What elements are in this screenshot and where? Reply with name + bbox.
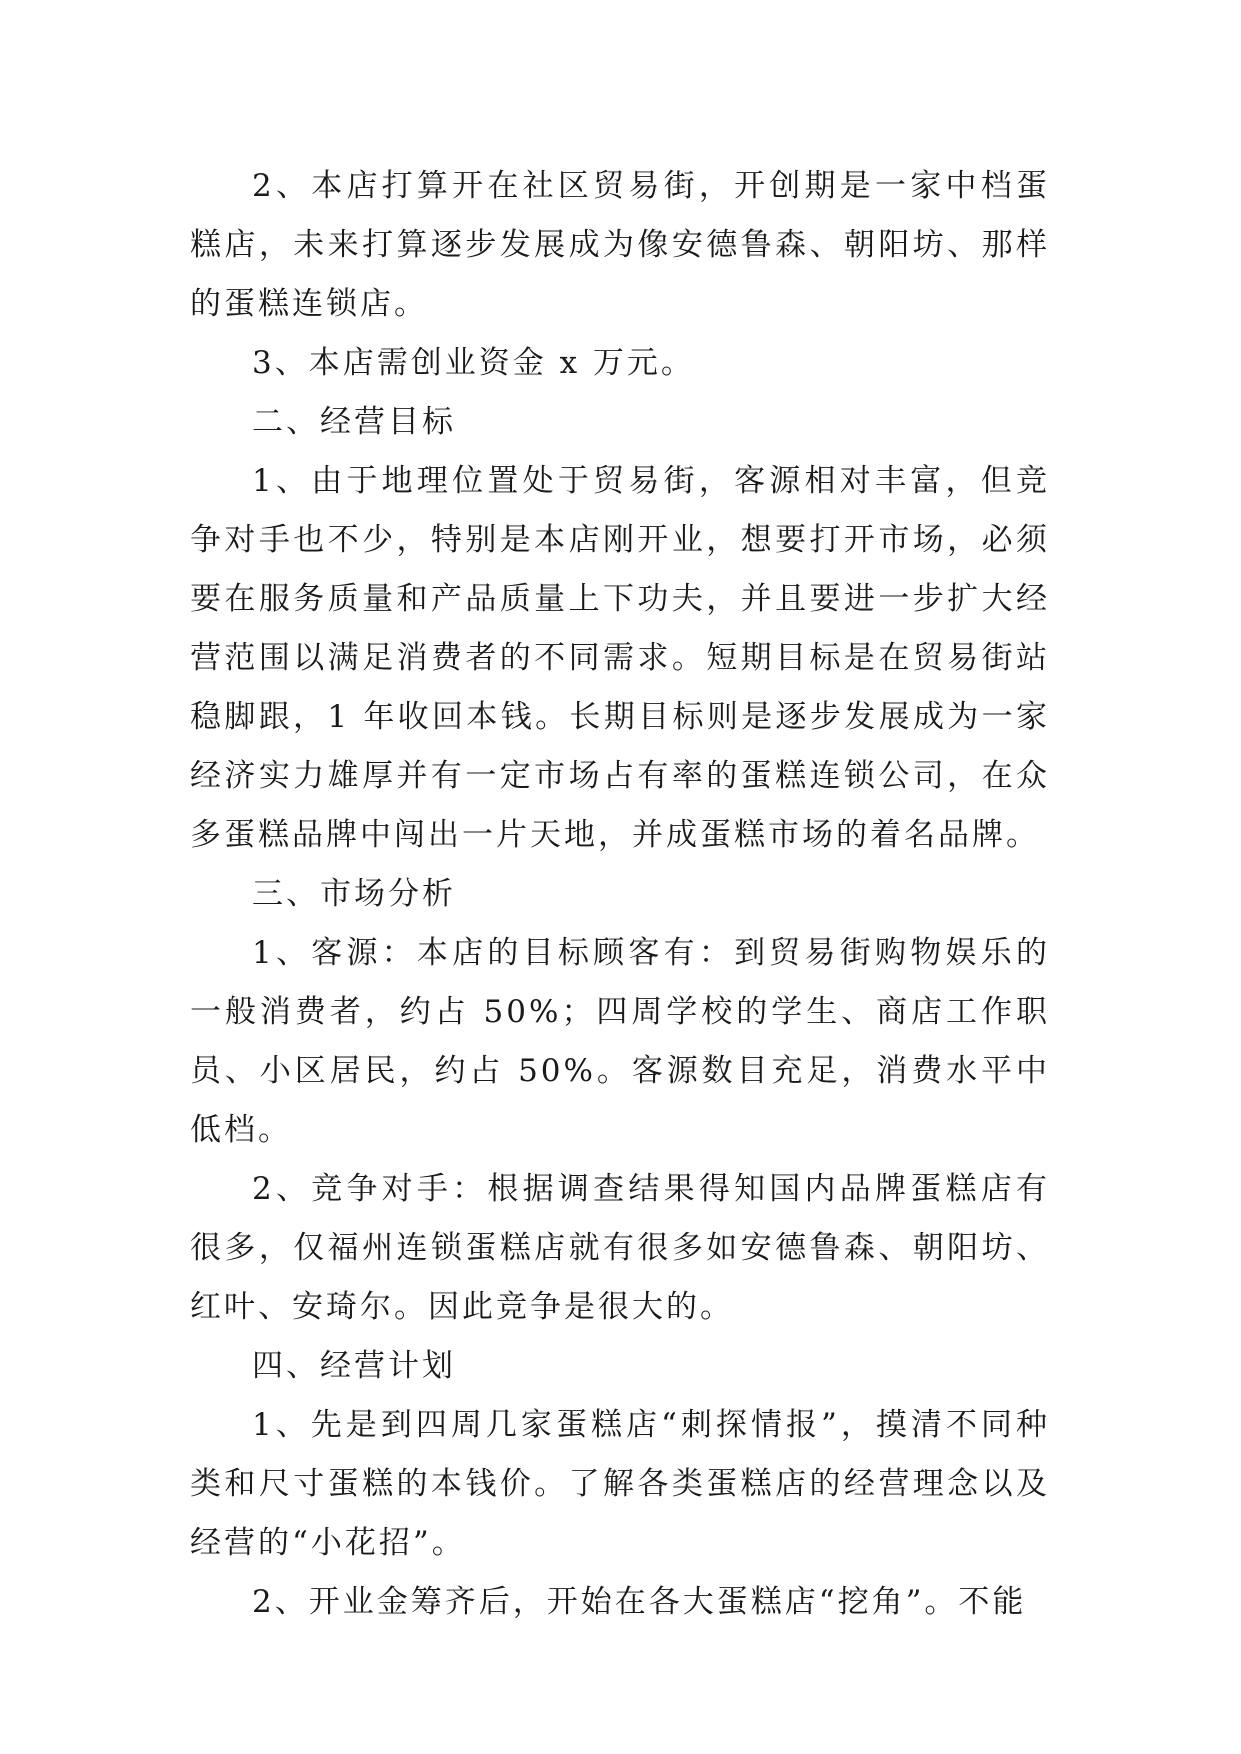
- section-heading-plan: 四、经营计划: [252, 1348, 456, 1384]
- section-heading-market: 三、市场分析: [252, 876, 456, 912]
- paragraph-location: 2、本店打算开在社区贸易街，开创期是一家中档蛋糕店，未来打算逐步发展成为像安德鲁森、朝阳坊、那样的蛋糕连锁店。: [190, 168, 1050, 322]
- paragraph-hiring: 2、开业金筹齐后，开始在各大蛋糕店“挖角”。不能: [252, 1584, 1027, 1620]
- document-body: [190, 157, 1050, 1632]
- paragraph-goals: 1、由于地理位置处于贸易街，客源相对丰富，但竞争对手也不少，特别是本店刚开业，想要打开市场，必须要在服务质量和产品质量上下功夫，并且要进一步扩大经营范围以满足消费者的不同需求。短期目标是在贸易街站稳脚跟，1 年收回本钱。长期目标则是逐步发展成为一家经济实力雄厚并有一定市场占有率的蛋糕连锁公司，在众多蛋糕品牌中闯出一片天地，并成蛋糕市场的着名品牌。: [190, 463, 1050, 853]
- paragraph-customers: 1、客源：本店的目标顾客有：到贸易街购物娱乐的一般消费者，约占 50%；四周学校的学生、商店工作职员、小区居民，约占 50%。客源数目充足，消费水平中低档。: [190, 935, 1050, 1148]
- section-heading-goals: 二、经营目标: [252, 404, 456, 440]
- paragraph-research: 1、先是到四周几家蛋糕店“刺探情报”，摸清不同种类和尺寸蛋糕的本钱价。了解各类蛋糕店的经营理念以及经营的“小花招”。: [190, 1407, 1050, 1561]
- paragraph-capital: 3、本店需创业资金 x 万元。: [252, 345, 695, 381]
- paragraph-competitors: 2、竞争对手：根据调查结果得知国内品牌蛋糕店有很多，仅福州连锁蛋糕店就有很多如安德鲁森、朝阳坊、红叶、安琦尔。因此竞争是很大的。: [190, 1171, 1050, 1325]
